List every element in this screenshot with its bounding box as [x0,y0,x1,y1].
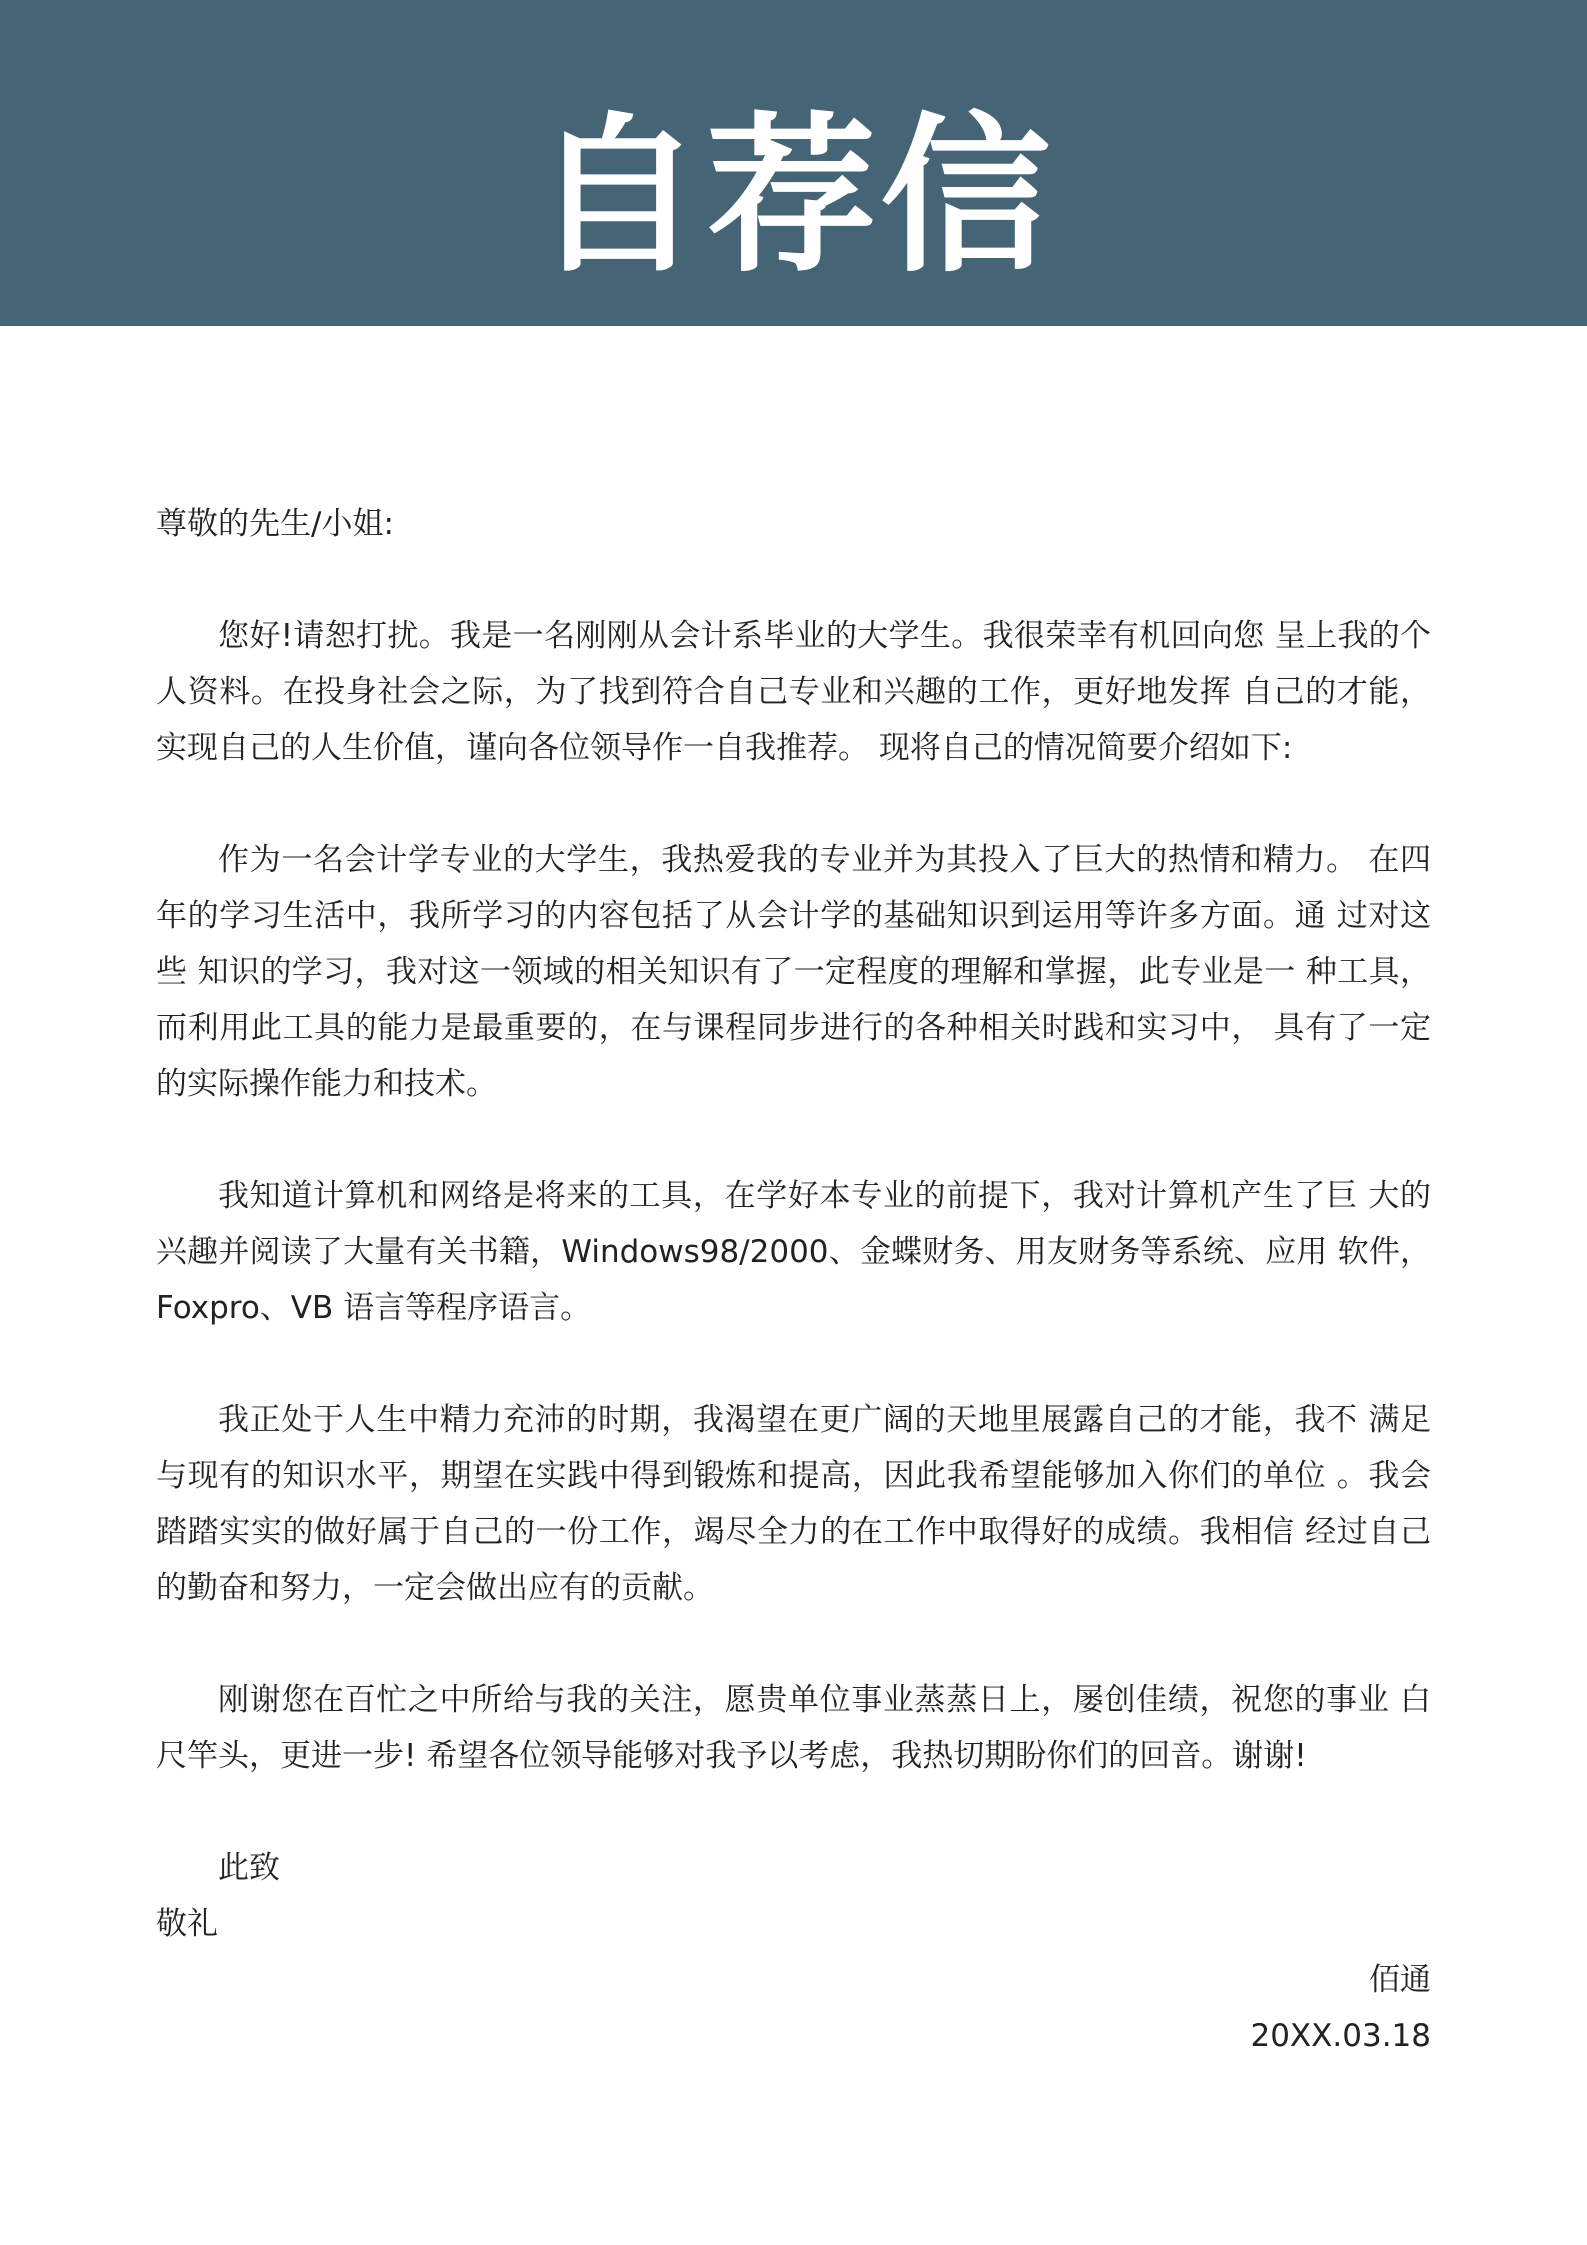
closing-line-2: 敬礼 [156,1906,218,1942]
paragraph-aspiration: 我正处于人生中精力充沛的时期，我渴望在更广阔的天地里展露自己的才能，我不 满足与现有的知识水平，期望在实践中得到锻炼和提高，因此我希望能够加入你们的单位 。我会踏踏实实的做好属于自己的一份工作，竭尽全力的在工作中取得好的成绩。我相信 经过自己的勤奋和努力，一定会做出应有的贡献。 [156,1402,1431,1606]
closing-line-1: 此致 [218,1850,280,1886]
paragraph-computer-skills: 我知道计算机和网络是将来的工具，在学好本专业的前提下，我对计算机产生了巨 大的兴趣并阅读了大量有关书籍，Windows98/2000、金蝶财务、用友财务等系统、应用 软件，Foxpro、VB 语言等程序语言。 [156,1178,1431,1326]
paragraph-introduction: 您好!请恕打扰。我是一名刚刚从会计系毕业的大学生。我很荣幸有机回向您 呈上我的个人资料。在投身社会之际，为了找到符合自己专业和兴趣的工作，更好地发挥 自己的才能，实现自己的人生价值，谨向各位领导作一自我推荐。 现将自己的情况简要介绍如下: [156,618,1431,766]
salutation: 尊敬的先生/小姐: [156,506,394,542]
signature-name: 佰通 [1369,1962,1431,1998]
paragraph-thanks: 刚谢您在百忙之中所给与我的关注，愿贵单位事业蒸蒸日上，屡创佳绩，祝您的事业 白尺竿头，更进一步! 希望各位领导能够对我予以考虑，我热切期盼你们的回音。谢谢! [156,1682,1431,1774]
letter-body [156,496,1431,2064]
header-band [0,0,1587,326]
page-title: 自荐信 [532,98,1055,296]
paragraph-major: 作为一名会计学专业的大学生，我热爱我的专业并为其投入了巨大的热情和精力。 在四年的学习生活中，我所学习的内容包括了从会计学的基础知识到运用等许多方面。通 过对这些 知识的学习，我对这一领域的相关知识有了一定程度的理解和掌握，此专业是一 种工具，而利用此工具的能力是最重要的，在与课程同步进行的各种相关时践和实习中， 具有了一定的实际操作能力和技术。 [156,842,1431,1102]
signature-date: 20XX.03.18 [1250,2018,1431,2054]
